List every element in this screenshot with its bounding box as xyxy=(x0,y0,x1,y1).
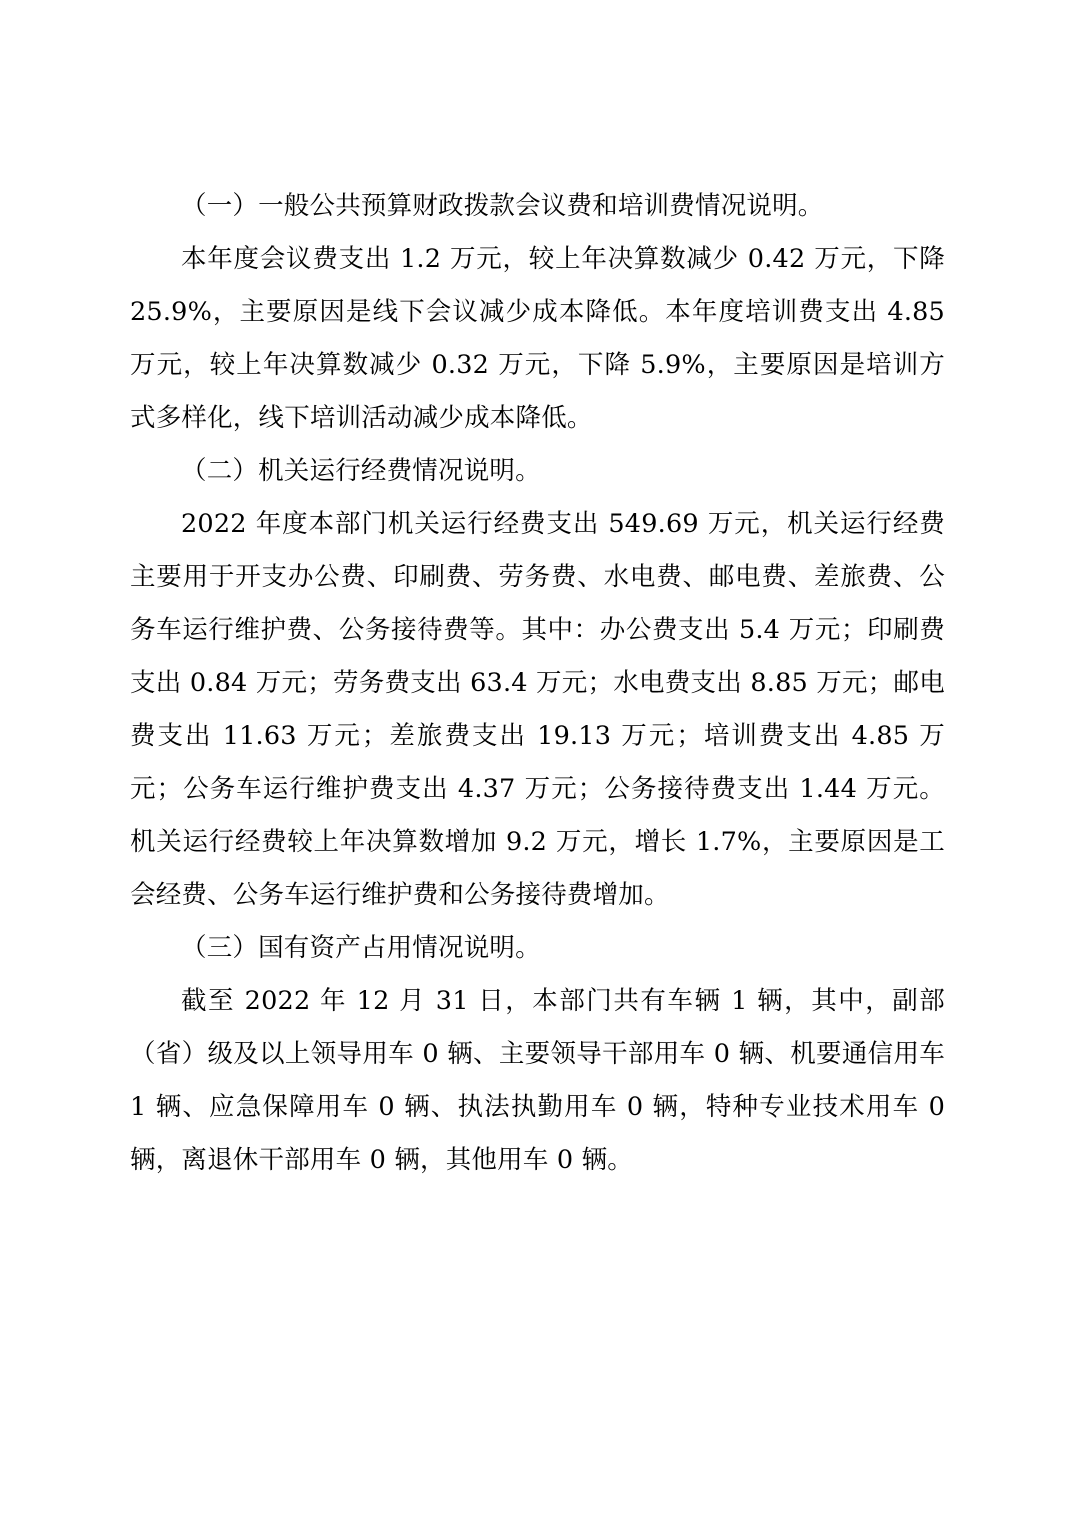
document-body xyxy=(130,180,945,1187)
section-paragraph-2: 2022 年度本部门机关运行经费支出 549.69 万元，机关运行经费主要用于开支办公费、印刷费、劳务费、水电费、邮电费、差旅费、公务车运行维护费、公务接待费等。其中：办公费支出 5.4 万元；印刷费支出 0.84 万元；劳务费支出 63.4 万元；水电费支出 8.85 万元；邮电费支出 11.63 万元；差旅费支出 19.13 万元；培训费支出 4.85 万元；公务车运行维护费支出 4.37 万元；公务接待费支出 1.44 万元。机关运行经费较上年决算数增加 9.2 万元，增长 1.7%，主要原因是工会经费、公务车运行维护费和公务接待费增加。 xyxy=(130,509,945,910)
section-heading-1: （一）一般公共预算财政拨款会议费和培训费情况说明。 xyxy=(181,191,824,221)
section-paragraph-1: 本年度会议费支出 1.2 万元，较上年决算数减少 0.42 万元，下降 25.9%，主要原因是线下会议减少成本降低。本年度培训费支出 4.85 万元，较上年决算数减少 0.32 万元，下降 5.9%，主要原因是培训方式多样化，线下培训活动减少成本降低。 xyxy=(130,244,945,433)
section-heading-2: （二）机关运行经费情况说明。 xyxy=(181,456,541,486)
section-paragraph-3: 截至 2022 年 12 月 31 日，本部门共有车辆 1 辆，其中，副部（省）级及以上领导用车 0 辆、主要领导干部用车 0 辆、机要通信用车 1 辆、应急保障用车 0 辆、执法执勤用车 0 辆，特种专业技术用车 0 辆，离退休干部用车 0 辆，其他用车 0 辆。 xyxy=(130,986,945,1175)
section-heading-3: （三）国有资产占用情况说明。 xyxy=(181,933,541,963)
